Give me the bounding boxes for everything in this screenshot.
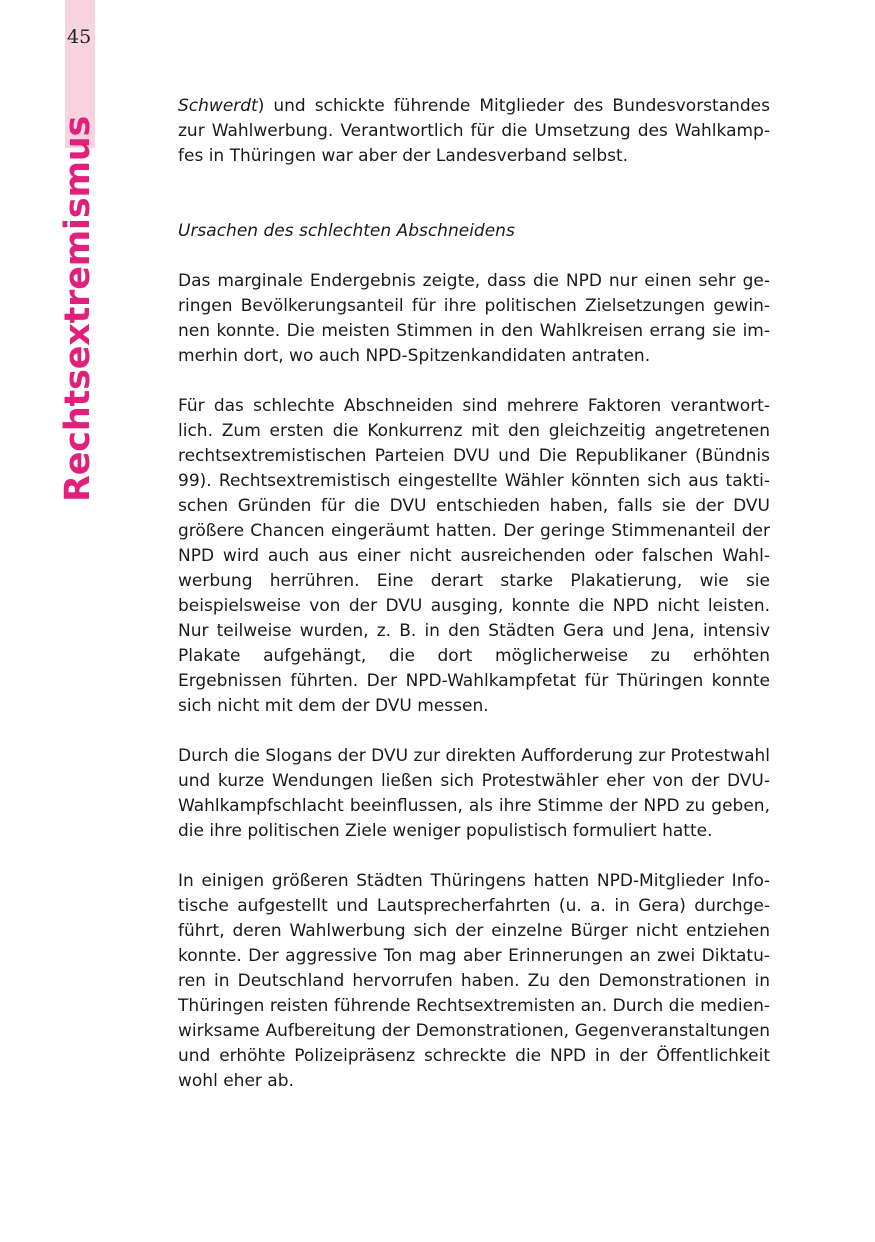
paragraph-2: Für das schlechte Abschneiden sind mehrere Faktoren verantwortlich. Zum ersten die Konkurrenz mit den gleichzeitig angetretenen rechtsextremistischen Parteien DVU und Die Republikaner (Bündnis 99). Rechtsextremistisch eingestellte Wähler könnten sich aus taktischen Gründen für die DVU entschieden haben, falls sie der DVU größere Chancen eingeräumt hatten. Der geringe Stimmenanteil der NPD wird auch aus einer nicht ausreichenden oder falschen Wahlwerbung herrühren. Eine derart starke Plakatierung, wie sie beispielsweise von der DVU ausging, konnte die NPD nicht leisten. Nur teilweise wurden, z. B. in den Städten Gera und Jena, intensiv Plakate aufgehängt, die dort möglicherweise zu erhöhten Ergebnissen führten. Der NPD-Wahlkampfetat für Thüringen konnte sich nicht mit dem der DVU messen.: [178, 396, 770, 716]
main-text: [178, 94, 770, 1094]
intro-text: ) und schickte führende Mitglieder des Bundesvorstandes zur Wahlwerbung. Verantwortlich für die Umsetzung des Wahlkampfes in Thüringen war aber der Landesverband selbst.: [178, 96, 770, 166]
paragraph-4: In einigen größeren Städten Thüringens hatten NPD-Mitglieder Infotische aufgestellt und Lautsprecherfahrten (u. a. in Gera) durchgeführt, deren Wahlwerbung sich der einzelne Bürger nicht entziehen konnte. Der aggressive Ton mag aber Erinnerungen an zwei Diktaturen in Deutschland hervorrufen haben. Zu den Demonstrationen in Thüringen reisten führende Rechtsextremisten an. Durch die medienwirksame Aufbereitung der Demonstrationen, Gegenveranstaltungen und erhöhte Polizeipräsenz schreckte die NPD in der Öffentlichkeit wohl eher ab.: [178, 871, 770, 1091]
intro-italic-name: Schwerdt: [178, 96, 258, 116]
intro-paragraph: [178, 94, 770, 169]
page-number: 45: [67, 26, 92, 48]
side-section-title: Rechtsextremismus: [58, 115, 98, 502]
section-heading: Ursachen des schlechten Abschneidens: [178, 221, 515, 241]
paragraph-1: Das marginale Endergebnis zeigte, dass die NPD nur einen sehr geringen Bevölkerungsanteil für ihre politischen Zielsetzungen gewinnen konnte. Die meisten Stimmen in den Wahlkreisen errang sie immerhin dort, wo auch NPD-Spitzenkandidaten antraten.: [178, 271, 770, 366]
paragraph-3: Durch die Slogans der DVU zur direkten Aufforderung zur Protestwahl und kurze Wendungen ließen sich Protestwähler eher von der DVU-Wahlkampfschlacht beeinflussen, als ihre Stimme der NPD zu geben, die ihre politischen Ziele weniger populistisch formuliert hatte.: [178, 746, 770, 841]
